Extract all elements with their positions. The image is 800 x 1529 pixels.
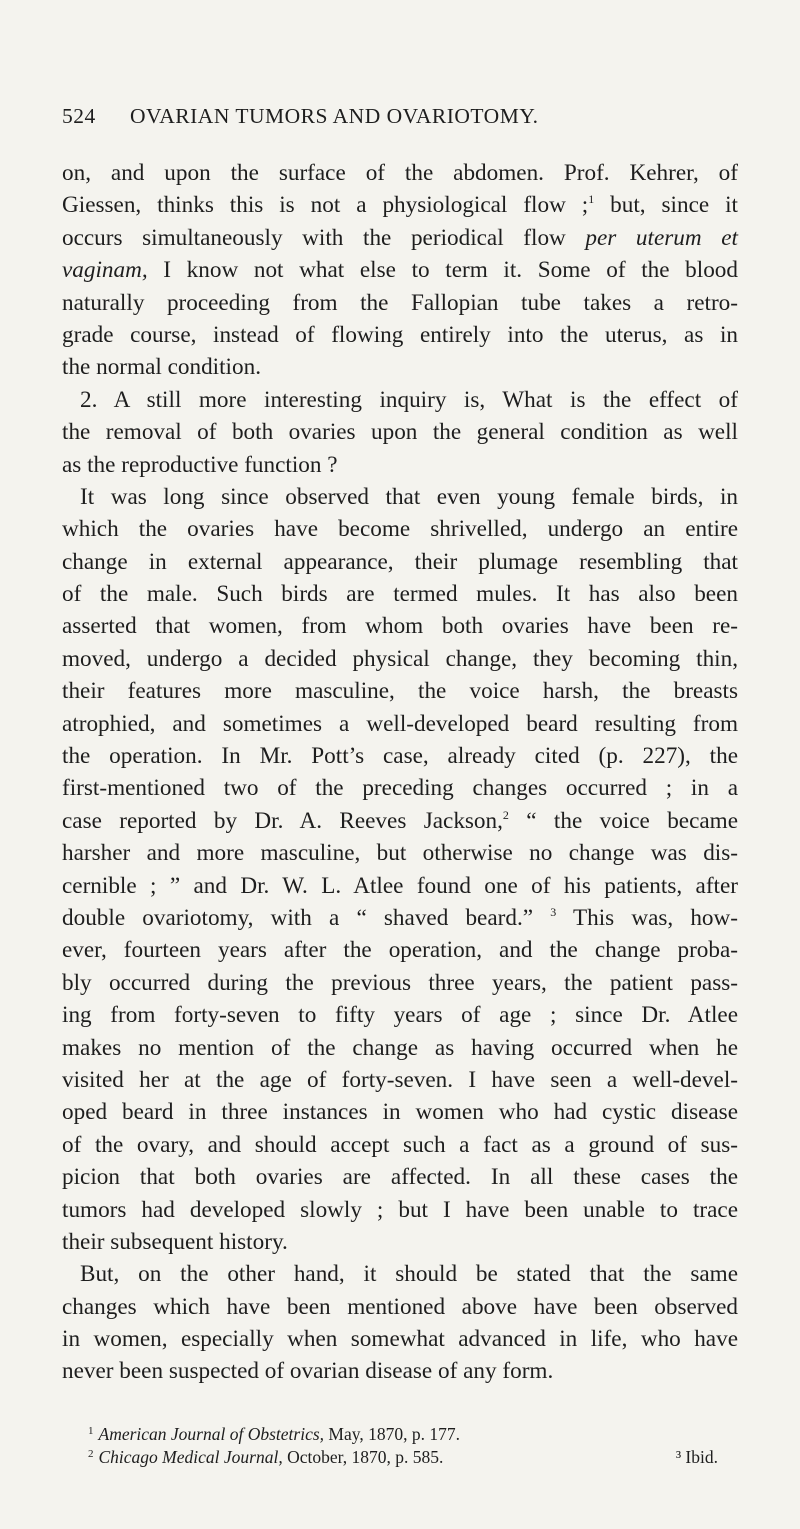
text-run: which the ovaries have become shrivelled, undergo an entire — [62, 516, 738, 543]
text-run: the removal of both ovaries upon the general condition as well — [62, 419, 738, 446]
text-line — [62, 1226, 738, 1258]
text-run: vaginam, — [62, 257, 148, 284]
text-run: ever, fourteen years after the operation, and the change proba- — [62, 937, 738, 964]
text-line — [62, 351, 738, 383]
running-title: OVARIAN TUMORS AND OVARIOTOMY. — [130, 104, 539, 128]
text-run: tumors had developed slowly ; but I have been unable to trace — [62, 1196, 738, 1223]
text-run: visited her at the age of forty-seven. I have seen a well-devel- — [62, 1066, 738, 1093]
footnote-marker: 1 — [588, 192, 595, 207]
text-line — [62, 157, 738, 189]
text-run: bly occurred during the previous three years, the patient pass- — [62, 969, 738, 996]
text-run: oped beard in three instances in women who had cystic disease — [62, 1099, 738, 1126]
text-run: first-mentioned two of the preceding changes occurred ; in a — [62, 775, 738, 802]
text-line — [62, 934, 738, 966]
text-run: grade course, instead of flowing entirely into the uterus, as in — [62, 321, 738, 348]
text-run: occurs simultaneously with the periodical flow — [62, 224, 586, 251]
text-run: harsher and more masculine, but otherwise no change was dis- — [62, 840, 738, 867]
text-run: their features more masculine, the voice harsh, the breasts — [62, 678, 738, 705]
text-line — [62, 1194, 738, 1226]
text-line — [62, 902, 738, 934]
text-line — [62, 1064, 738, 1096]
text-run: as the reproductive function ? — [62, 451, 338, 478]
text-line — [62, 772, 738, 804]
text-run: naturally proceeding from the Fallopian tube takes a retro- — [62, 289, 738, 316]
text-run: cernible ; ” and Dr. W. L. Atlee found one of his patients, after — [62, 872, 738, 899]
text-run: I know not what else to term it. Some of the blood — [147, 257, 738, 284]
text-run: Giessen, thinks this is not a physiological flow ; — [62, 192, 589, 219]
footnote — [88, 1446, 738, 1469]
text-line — [62, 643, 738, 675]
footnote — [88, 1423, 738, 1446]
text-line — [62, 837, 738, 869]
text-line — [62, 1129, 738, 1161]
text-run: makes no mention of the change as having occurred when he — [62, 1034, 738, 1061]
text-line — [62, 1355, 738, 1387]
text-line — [62, 999, 738, 1031]
text-line — [62, 1258, 738, 1290]
text-run: double ovariotomy, with a “ shaved beard.” — [62, 904, 551, 931]
text-line — [62, 449, 738, 481]
text-line — [62, 967, 738, 999]
text-run: on, and upon the surface of the abdomen. Prof. Kehrer, of — [62, 160, 738, 186]
text-line — [62, 708, 738, 740]
text-run: moved, undergo a decided physical change, they becoming thin, — [62, 645, 738, 672]
text-run: “ the voice became — [508, 807, 738, 834]
text-run: It was long since observed that even young female birds, in — [80, 483, 738, 510]
text-run: in women, especially when somewhat advanced in life, who have — [62, 1326, 738, 1353]
text-run: picion that both ovaries are affected. In all these cases the — [62, 1164, 738, 1191]
text-run: 2. A still more interesting inquiry is, What is the effect of — [80, 386, 738, 413]
text-run: of the ovary, and should accept such a fact as a ground of sus- — [62, 1131, 738, 1158]
text-run: This was, how- — [556, 904, 738, 931]
footnote-marker: 2 — [88, 1448, 94, 1460]
text-run: of the male. Such birds are termed mules. It has also been — [62, 581, 738, 608]
text-line — [62, 513, 738, 545]
text-line — [62, 870, 738, 902]
page-number: 524 — [62, 104, 96, 128]
text-run: their subsequent history. — [62, 1228, 288, 1255]
text-run: Chicago Medical Journal, — [98, 1447, 283, 1467]
footnote-marker: 2 — [502, 807, 509, 822]
text-run: atrophied, and sometimes a well-developed beard resulting from — [62, 710, 738, 737]
text-run: But, on the other hand, it should be stated that the same — [80, 1261, 738, 1288]
text-run: ing from forty-seven to fifty years of age ; since Dr. Atlee — [62, 1002, 738, 1029]
text-line — [62, 1032, 738, 1064]
text-line — [62, 675, 738, 707]
text-line — [62, 319, 738, 351]
text-line — [62, 481, 738, 513]
text-line — [62, 1291, 738, 1323]
footnote-ibid: ³ Ibid. — [675, 1447, 718, 1467]
text-run: asserted that women, from whom both ovaries have been re- — [62, 613, 738, 640]
text-run: per uterum et — [585, 224, 738, 251]
text-line — [62, 222, 738, 254]
text-run: May, 1870, p. 177. — [324, 1424, 460, 1444]
text-line — [62, 546, 738, 578]
text-run: case reported by Dr. A. Reeves Jackson, — [62, 807, 503, 834]
text-line — [62, 384, 738, 416]
footnote-marker: 1 — [88, 1425, 94, 1437]
body-text — [62, 157, 738, 1388]
text-line — [62, 1161, 738, 1193]
text-line — [62, 1096, 738, 1128]
text-line — [62, 287, 738, 319]
text-line — [62, 805, 738, 837]
text-line — [62, 740, 738, 772]
footnotes — [88, 1423, 738, 1469]
text-run: change in external appearance, their plumage resembling that — [62, 548, 738, 575]
footnote-marker: 3 — [550, 904, 557, 919]
text-run: the normal condition. — [62, 354, 261, 381]
text-run: October, 1870, p. 585. — [282, 1447, 444, 1467]
text-line — [62, 610, 738, 642]
text-run: but, since it — [594, 192, 738, 219]
text-line — [62, 578, 738, 610]
text-line — [62, 416, 738, 448]
text-run: American Journal of Obstetrics, — [98, 1424, 325, 1444]
text-line — [62, 189, 738, 221]
text-line — [62, 254, 738, 286]
text-run: changes which have been mentioned above have been observed — [62, 1293, 738, 1320]
text-line — [62, 1323, 738, 1355]
text-run: the operation. In Mr. Pott’s case, already cited (p. 227), the — [62, 743, 738, 770]
text-run: never been suspected of ovarian disease of any form. — [62, 1358, 554, 1385]
